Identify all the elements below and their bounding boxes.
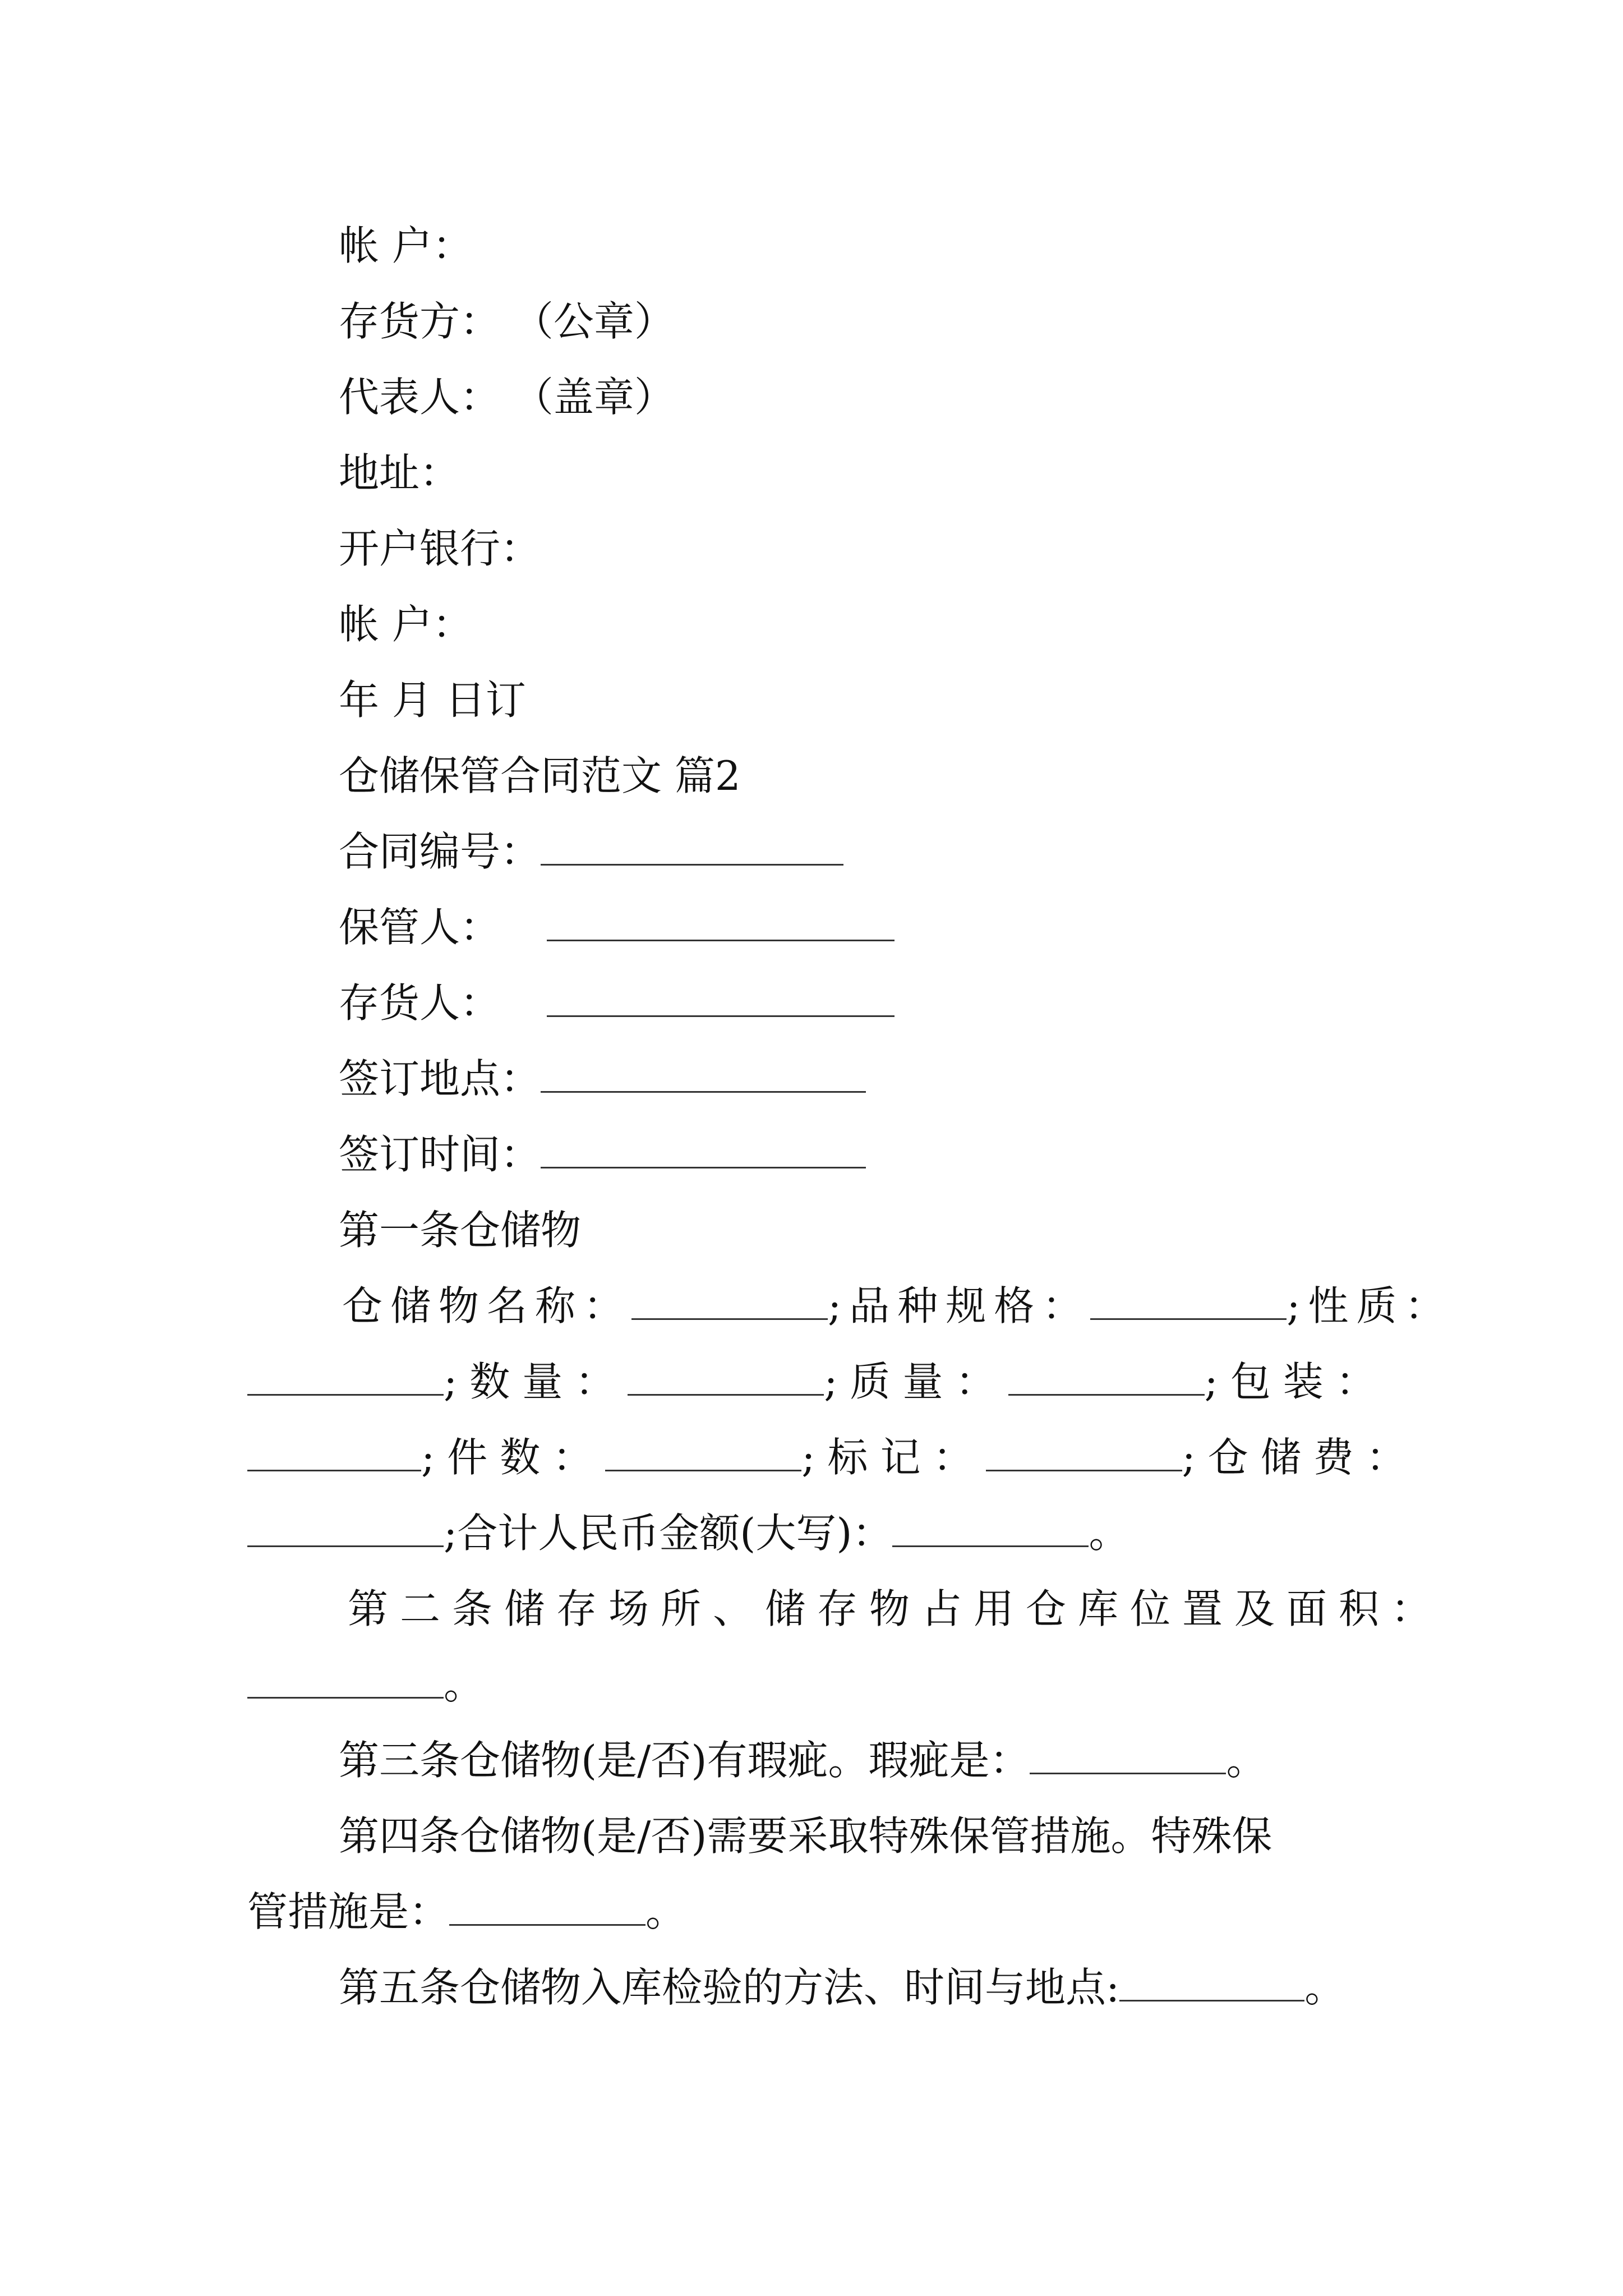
bank-line [339, 522, 541, 576]
article4-text-1: 第四条仓储物(是/否)需要采取特殊保管措施。特殊保 [339, 1812, 1272, 1860]
custodian-line [339, 900, 895, 954]
article2-end: 。 [444, 1661, 485, 1708]
article4-end: 。 [645, 1888, 686, 1935]
article1-row-2 [247, 1355, 1389, 1409]
depositor-party-line [339, 295, 675, 348]
representative-label: 代表人： （盖章） [339, 374, 675, 421]
article3-end: 。 [1226, 1737, 1267, 1784]
article2-blank [247, 1663, 444, 1699]
account-label-2: 帐 户： [339, 601, 473, 648]
signing-place-label: 签订地点： [339, 1055, 541, 1102]
quality-label: ;质量： [824, 1358, 1008, 1405]
article5-text: 第五条仓储物入库检验的方法、时间与地点: [339, 1964, 1120, 2011]
section-heading-text: 仓储保管合同范文 篇2 [339, 752, 741, 799]
qty-blank [628, 1360, 824, 1396]
address-line [339, 446, 460, 500]
depositor-line [339, 976, 895, 1030]
article2-cont [247, 1658, 484, 1711]
article3-text: 第三条仓储物(是/否)有瑕疵。瑕疵是： [339, 1737, 1030, 1784]
article4-blank [449, 1890, 645, 1926]
article1-heading [339, 1203, 581, 1257]
custodian-label: 保管人： [339, 904, 513, 951]
signing-place-blank [541, 1057, 866, 1093]
spec-blank [1090, 1285, 1287, 1320]
account-line-2 [339, 597, 473, 651]
spec-label: ;品种规格： [828, 1282, 1091, 1329]
article3-blank [1030, 1739, 1226, 1774]
qty-label: ;数量： [444, 1358, 628, 1405]
article1-end: 。 [1089, 1510, 1129, 1557]
name-blank [631, 1285, 828, 1320]
article5-end: 。 [1304, 1964, 1345, 2011]
date-label: 年 月 日订 [339, 677, 526, 724]
total-label: ;合计人民币金额(大写)： [444, 1510, 893, 1557]
article4-line-1 [339, 1809, 1272, 1863]
representative-line [339, 370, 675, 424]
signing-time-blank [541, 1133, 866, 1168]
depositor-blank [547, 982, 895, 1017]
custodian-blank [547, 906, 895, 941]
fee-blank [247, 1512, 444, 1547]
name-label: 仓储物名称： [342, 1282, 632, 1329]
article2-line [348, 1582, 1443, 1636]
signing-time-label: 签订时间： [339, 1131, 541, 1178]
contract-number-blank [541, 830, 843, 866]
quality-blank [1008, 1360, 1205, 1396]
pack-label: ;包装： [1204, 1358, 1389, 1405]
date-line [339, 673, 526, 727]
nature-label: ;性质： [1287, 1282, 1453, 1329]
section-heading [339, 749, 741, 803]
article4-line-2 [247, 1885, 686, 1939]
contract-number-label: 合同编号： [339, 828, 541, 875]
pieces-label: ;件数： [421, 1434, 606, 1481]
depositor-label: 存货人： [339, 979, 513, 1027]
bank-label: 开户银行： [339, 525, 541, 572]
account-label: 帐 户： [339, 222, 473, 269]
article2-text: 第二条储存场所、储存物占用仓库位置及面积： [348, 1585, 1444, 1632]
article5-blank [1119, 1966, 1304, 2001]
signing-place-line [339, 1052, 866, 1106]
mark-label: ;标记： [801, 1434, 986, 1481]
pack-blank [247, 1436, 421, 1471]
article4-text-2: 管措施是： [247, 1888, 450, 1935]
article1-row-4 [247, 1506, 1129, 1560]
article1-row-1 [342, 1279, 1453, 1333]
article5-line [339, 1961, 1345, 2014]
account-line-1 [339, 219, 473, 273]
nature-blank [247, 1360, 444, 1396]
signing-time-line [339, 1128, 866, 1181]
mark-blank [986, 1436, 1182, 1471]
pieces-blank [605, 1436, 801, 1471]
article3-line [339, 1733, 1266, 1787]
article1-heading-text: 第一条仓储物 [339, 1207, 582, 1254]
fee-label: ;仓储费： [1182, 1434, 1419, 1481]
contract-number-line [339, 825, 843, 878]
total-blank [892, 1512, 1089, 1547]
address-label: 地址： [339, 449, 460, 496]
depositor-party-label: 存货方： （公章） [339, 298, 675, 345]
article1-row-3 [247, 1430, 1419, 1484]
